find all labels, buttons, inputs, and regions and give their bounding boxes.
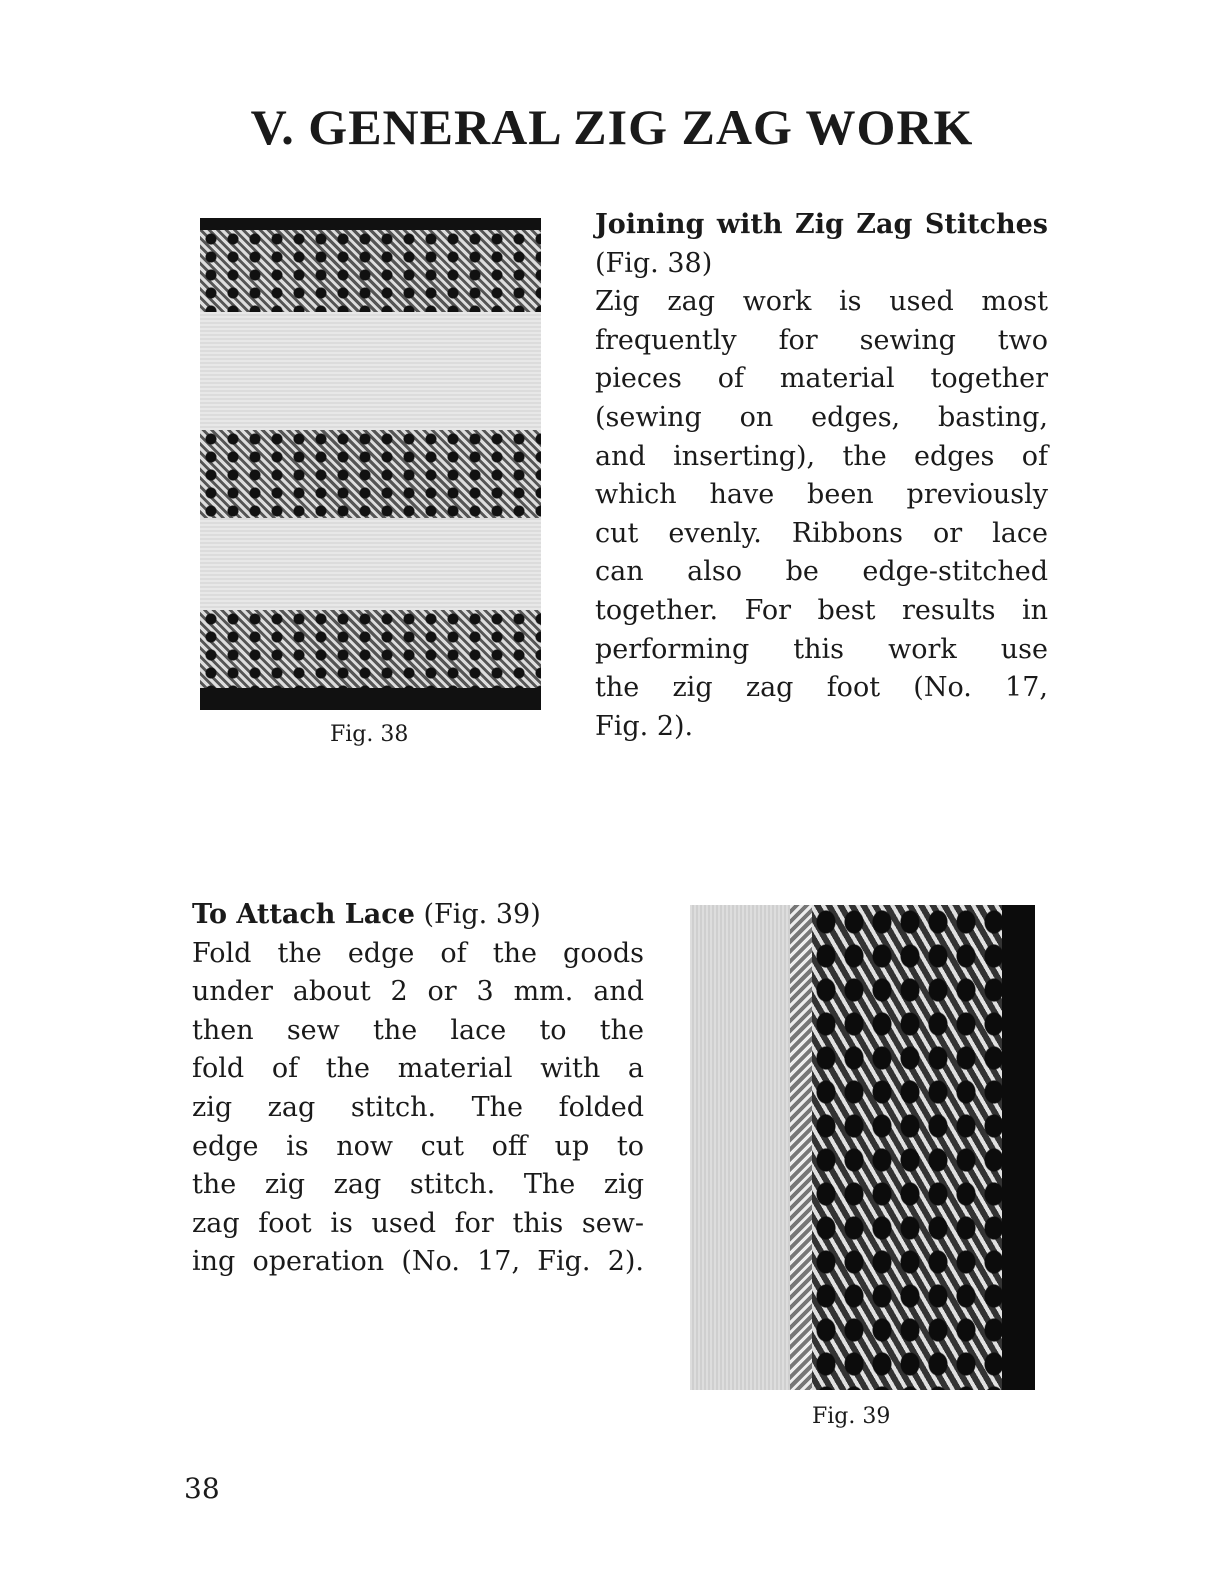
section-heading: Joining with Zig Zag Stitches [595,209,1048,240]
text-line: ing operation (No. 17, Fig. 2). [192,1246,644,1278]
text-line: which have been previously [595,479,1048,511]
text-line: under about 2 or 3 mm. and [192,976,644,1008]
text-line: Fig. 2). [595,710,694,742]
text-line: zag foot is used for this sew- [192,1207,644,1239]
text-line: frequently for sewing two [595,324,1048,356]
section-joining-zig-zag [595,206,1048,746]
section-heading: To Attach Lace (Fig. 39) [192,899,541,930]
text-line: cut evenly. Ribbons or lace [595,517,1048,549]
text-line: then sew the lace to the [192,1014,644,1046]
text-line: can also be edge-stitched [595,556,1048,588]
text-line: fold of the material with a [192,1053,644,1085]
figure-38-lace-insertion-photo [200,218,541,710]
text-line: and inserting), the edges of [595,440,1048,472]
text-line: together. For best results in [595,594,1048,626]
figure-39-attached-lace-photo [690,905,1035,1390]
figure-38-caption: Fig. 38 [330,722,409,747]
page-number: 38 [184,1472,220,1505]
text-line: the zig zag foot (No. 17, [595,672,1048,704]
text-line: pieces of material together [595,363,1048,395]
figure-39-caption: Fig. 39 [812,1404,891,1429]
page-title: V. GENERAL ZIG ZAG WORK [250,99,974,155]
section-attach-lace [192,896,644,1282]
text-line: performing this work use [595,633,1048,665]
text-line: zig zag stitch. The folded [192,1091,644,1123]
text-line: the zig zag stitch. The zig [192,1169,644,1201]
text-line: Zig zag work is used most [595,286,1048,318]
text-line: Fold the edge of the goods [192,937,644,969]
text-line: (Fig. 38) [595,247,713,279]
text-line: edge is now cut off up to [192,1130,644,1162]
text-line: (sewing on edges, basting, [595,401,1048,433]
